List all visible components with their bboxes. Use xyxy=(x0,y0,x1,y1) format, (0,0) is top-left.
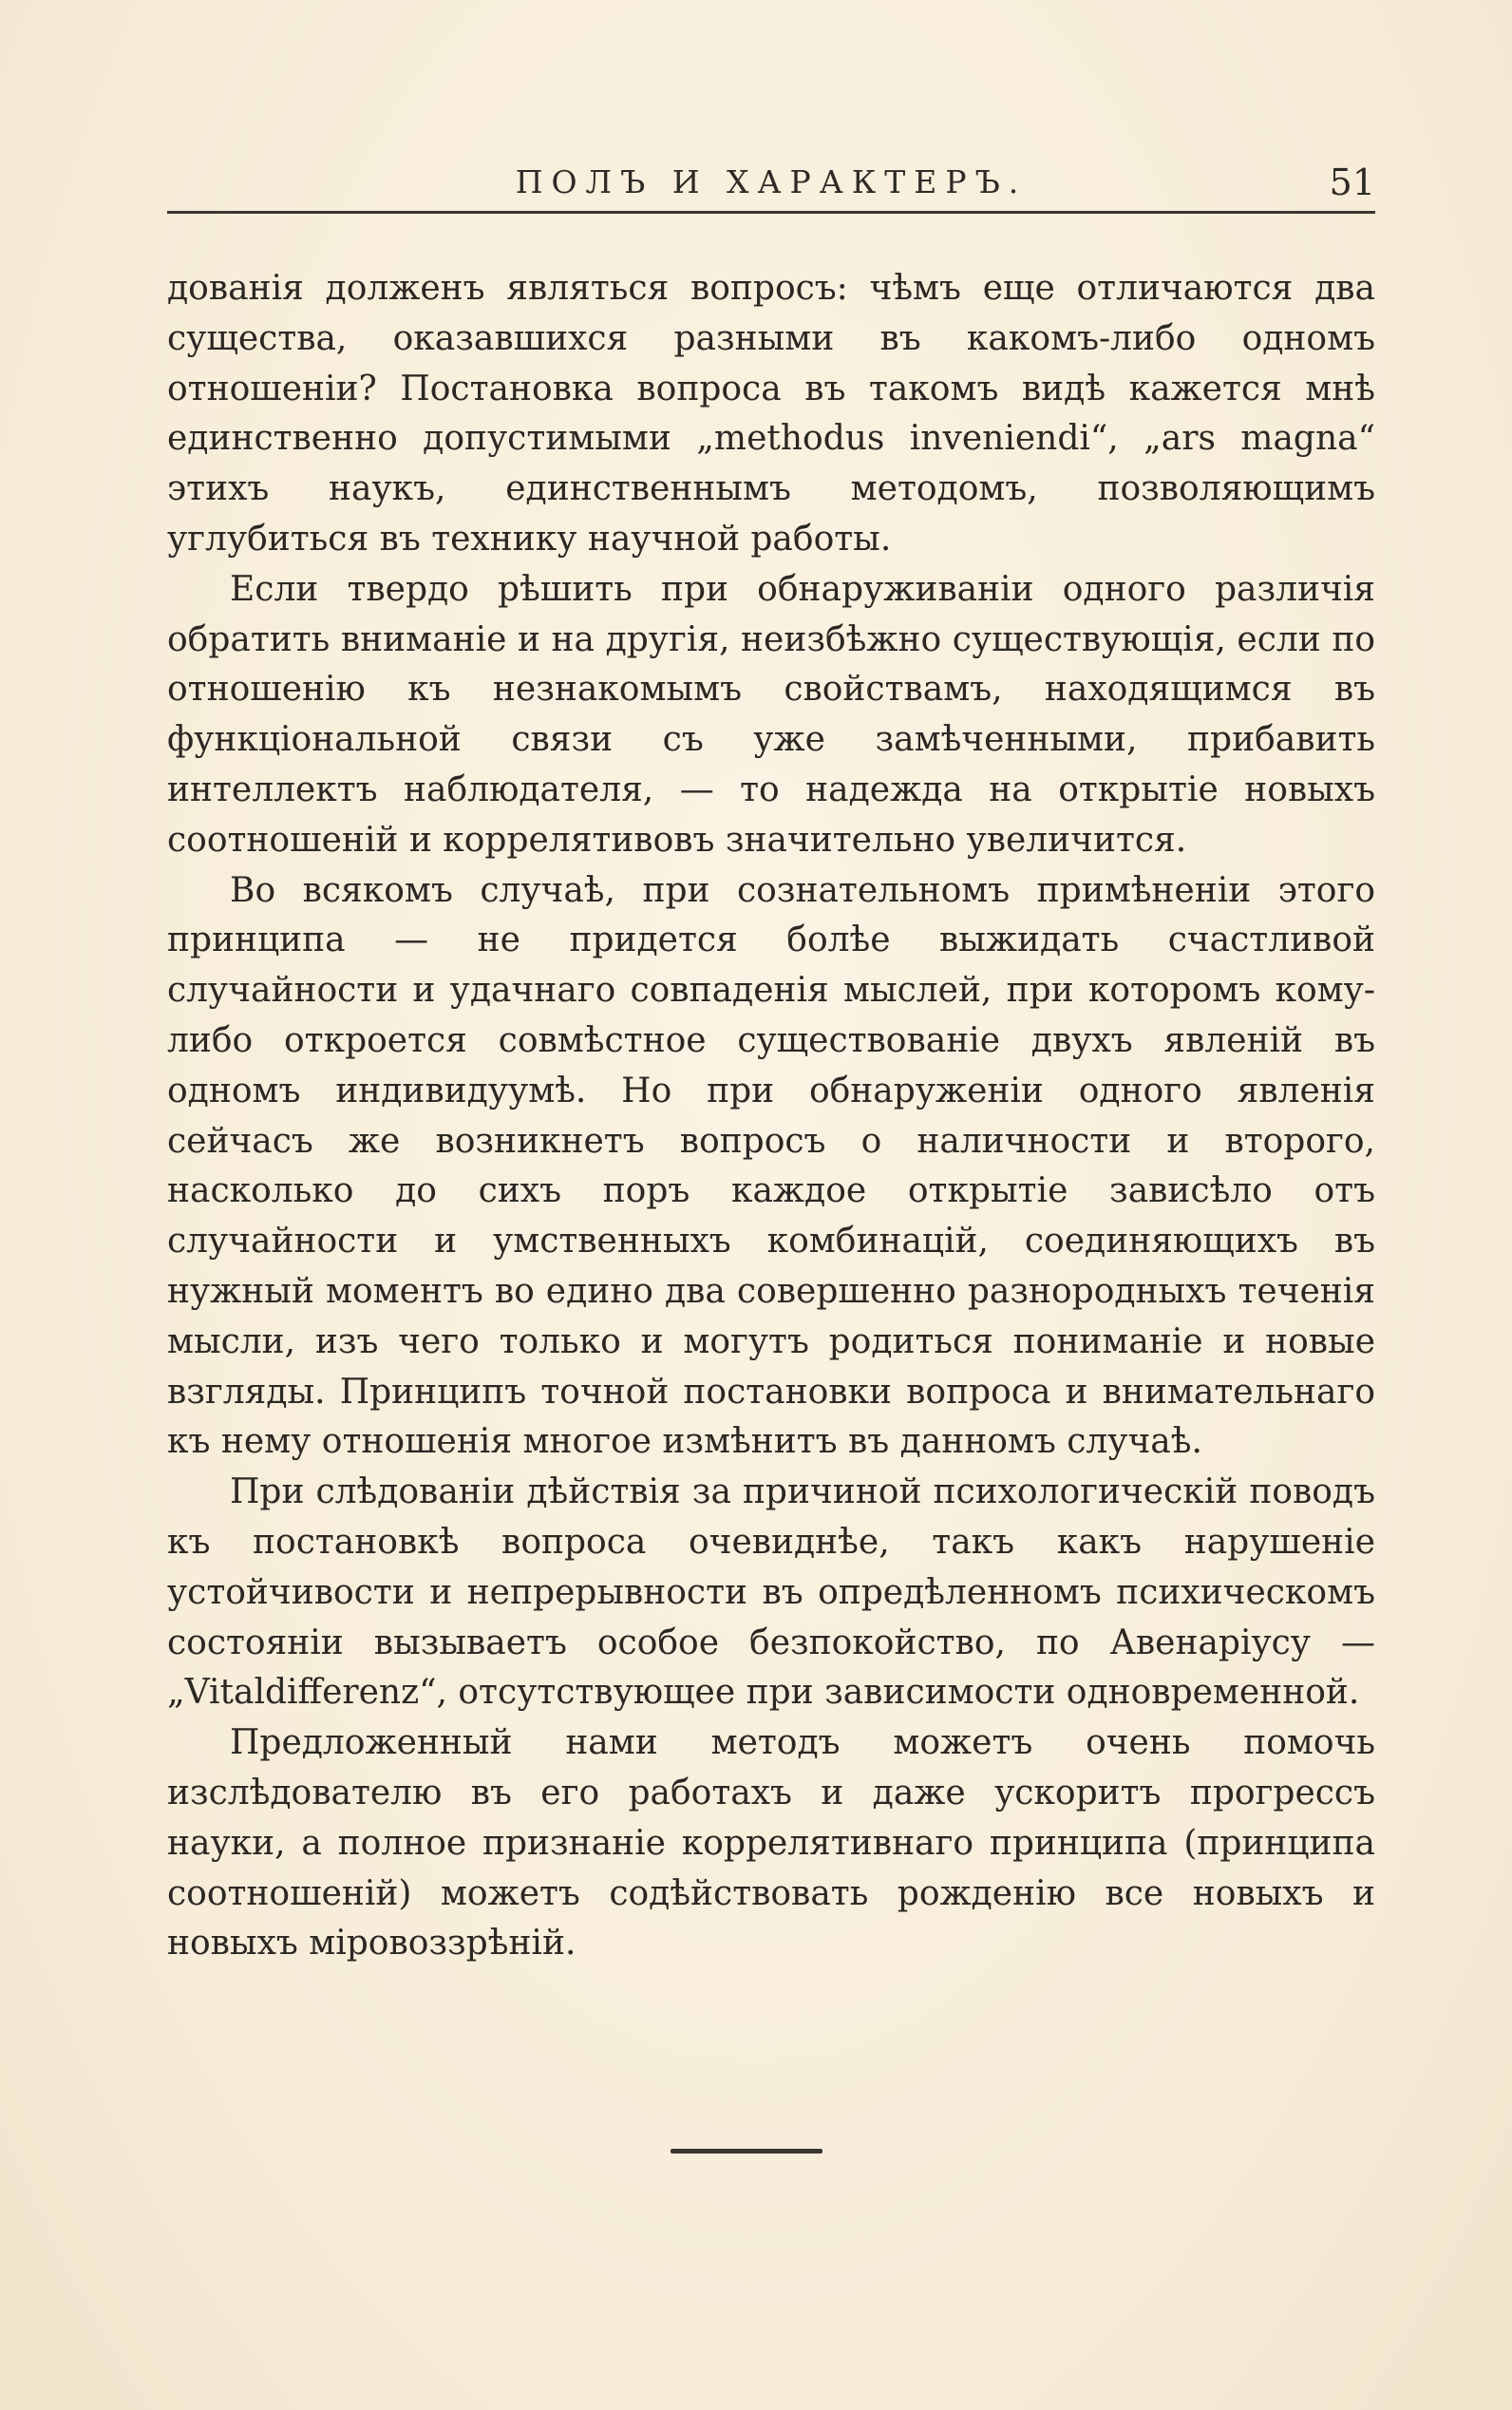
header-rule xyxy=(167,211,1375,214)
closing-rule xyxy=(671,2149,822,2154)
paragraph-4: При слѣдованіи дѣйствія за причиной психологическій поводъ къ постановкѣ вопроса очевиднѣе, такъ какъ нарушеніе устойчивости и непрерывности въ опредѣленномъ психическомъ состояніи вызываетъ особое безпокойство, по Авенаріусу — „Vitaldifferenz“, отсутствующее при зависимости одновременной. xyxy=(167,1472,1375,1713)
paragraph-5: Предложенный нами методъ можетъ очень помочь изслѣдователю въ его работахъ и даже ускоритъ прогрессъ науки, а полное признаніе коррелятивнаго принципа (принципа соотношеній) можетъ содѣйствовать рожденію все новыхъ и новыхъ міровоззрѣній. xyxy=(167,1723,1375,1964)
body-text xyxy=(167,264,1375,1969)
paragraph-3: Во всякомъ случаѣ, при сознательномъ примѣненіи этого принципа — не придется болѣе выжидать счастливой случайности и удачнаго совпаденія мыслей, при которомъ кому-либо откроется совмѣстное существованіе двухъ явленій въ одномъ индивидуумѣ. Но при обнаруженіи одного явленія сейчасъ же возникнетъ вопросъ о наличности и второго, насколько до сихъ поръ каждое открытіе зависѣло отъ случайности и умственныхъ комбинацій, соединяющихъ въ нужный моментъ во едино два совершенно разнородныхъ теченія мысли, изъ чего только и могутъ родиться пониманіе и новые взгляды. Принципъ точной постановки вопроса и внимательнаго къ нему отношенія многое измѣнитъ въ данномъ случаѣ. xyxy=(167,870,1375,1462)
paragraph-1: дованія долженъ являться вопросъ: чѣмъ еще отличаются два существа, оказавшихся разными въ какомъ-либо одномъ отношеніи? Постановка вопроса въ такомъ видѣ кажется мнѣ единственно допустимыми „methodus inveniendi“, „ars magna“ этихъ наукъ, единственнымъ методомъ, позволяющимъ углубиться въ технику научной работы. xyxy=(167,269,1375,559)
page-number: 51 xyxy=(1329,161,1375,203)
running-head xyxy=(167,161,1375,209)
running-title: ПОЛЪ И ХАРАКТЕРЪ. xyxy=(515,163,1028,200)
paragraph-2: Если твердо рѣшить при обнаруживаніи одного различія обратить вниманіе и на другія, неизбѣжно существующія, если по отношенію къ незнакомымъ свойствамъ, находящимся въ функціональной связи съ уже замѣченными, прибавить интеллектъ наблюдателя, — то надежда на открытіе новыхъ соотношеній и коррелятивовъ значительно увеличится. xyxy=(167,569,1375,860)
